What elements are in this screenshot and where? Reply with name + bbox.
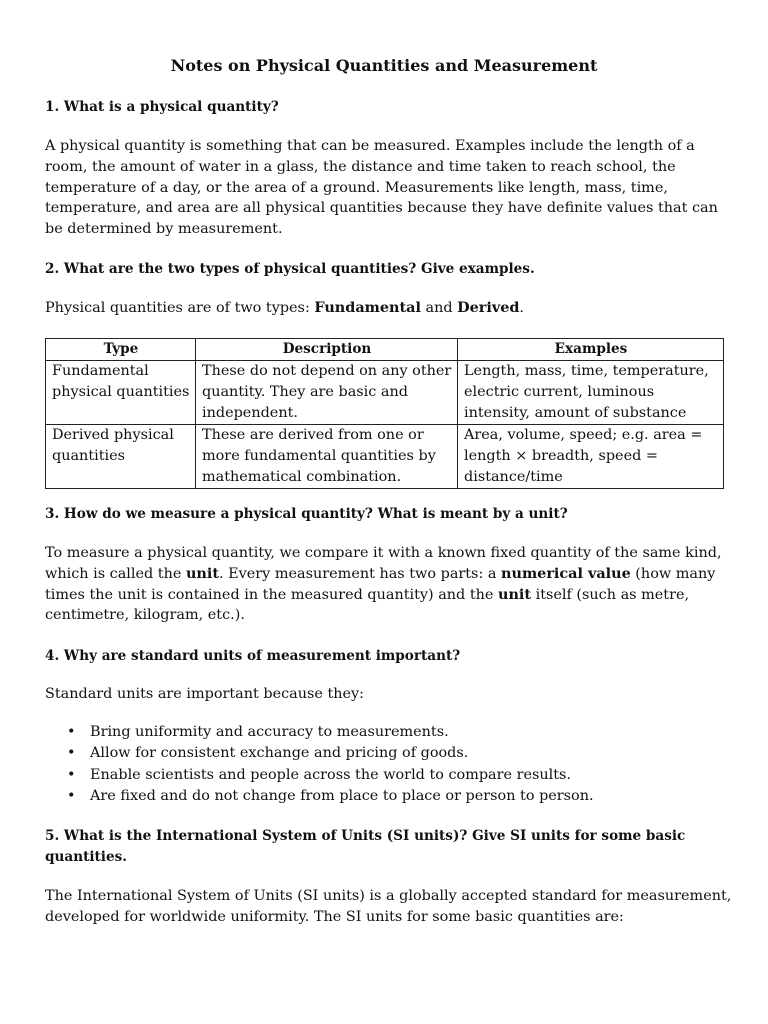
quantity-types-table [45,338,724,489]
section-4-heading: 4. Why are standard units of measurement important? [45,648,461,664]
table-header-cell: Examples [458,339,724,361]
section-1-paragraph: A physical quantity is something that can be measured. Examples include the length of a room, the amount of water in a glass, the distance and time taken to reach school, the temperature of a day, or the area of a ground. Measurements like length, mass, time, temperature, and area are all physical quantities because they have definite values that can be determined by measurement. [45,138,718,238]
reasons-list [45,722,735,807]
bullet-icon: • [67,745,76,762]
table-row [46,425,724,489]
section-1-heading: 1. What is a physical quantity? [45,99,279,115]
table-row [46,361,724,425]
table-cell: Fundamental physical quantities [46,361,196,425]
table-header-row [46,339,724,361]
section-3-heading: 3. How do we measure a physical quantity? What is meant by a unit? [45,506,568,522]
section-5-paragraph: The International System of Units (SI units) is a globally accepted standard for measurement, developed for worldwide uniformity. The SI units for some basic quantities are: [45,888,732,925]
table-cell: Length, mass, time, temperature, electric current, luminous intensity, amount of substance [458,361,724,425]
list-item: • Are fixed and do not change from place to place or person to person. [45,786,735,807]
table-header-cell: Type [46,339,196,361]
section-2-intro: Physical quantities are of two types: Fundamental and Derived. [45,299,524,316]
list-item: • Allow for consistent exchange and pricing of goods. [45,743,735,764]
table-cell: These are derived from one or more fundamental quantities by mathematical combination. [196,425,458,489]
table-cell: These do not depend on any other quantity. They are basic and independent. [196,361,458,425]
section-2-heading: 2. What are the two types of physical quantities? Give examples. [45,261,535,277]
bullet-icon: • [67,724,76,740]
table-cell: Derived physical quantities [46,425,196,489]
section-4-intro: Standard units are important because they: [45,686,365,702]
document-title: Notes on Physical Quantities and Measurement [170,56,598,75]
section-3-paragraph: To measure a physical quantity, we compare it with a known fixed quantity of the same kind, which is called the unit. Every measurement has two parts: a numerical value (how many times the unit is contained in the measured quantity) and the unit itself (such as metre, centimetre, kilogram, etc.). [45,545,722,624]
bullet-icon: • [67,766,76,783]
list-item: • Enable scientists and people across the world to compare results. [45,765,735,786]
table-header-cell: Description [196,339,458,361]
table-cell: Area, volume, speed; e.g. area = length × breadth, speed = distance/time [458,425,724,489]
section-5-heading: 5. What is the International System of Units (SI units)? Give SI units for some basic quantities. [45,828,686,865]
bullet-icon: • [67,787,76,804]
list-item: • Bring uniformity and accuracy to measurements. [45,722,735,743]
